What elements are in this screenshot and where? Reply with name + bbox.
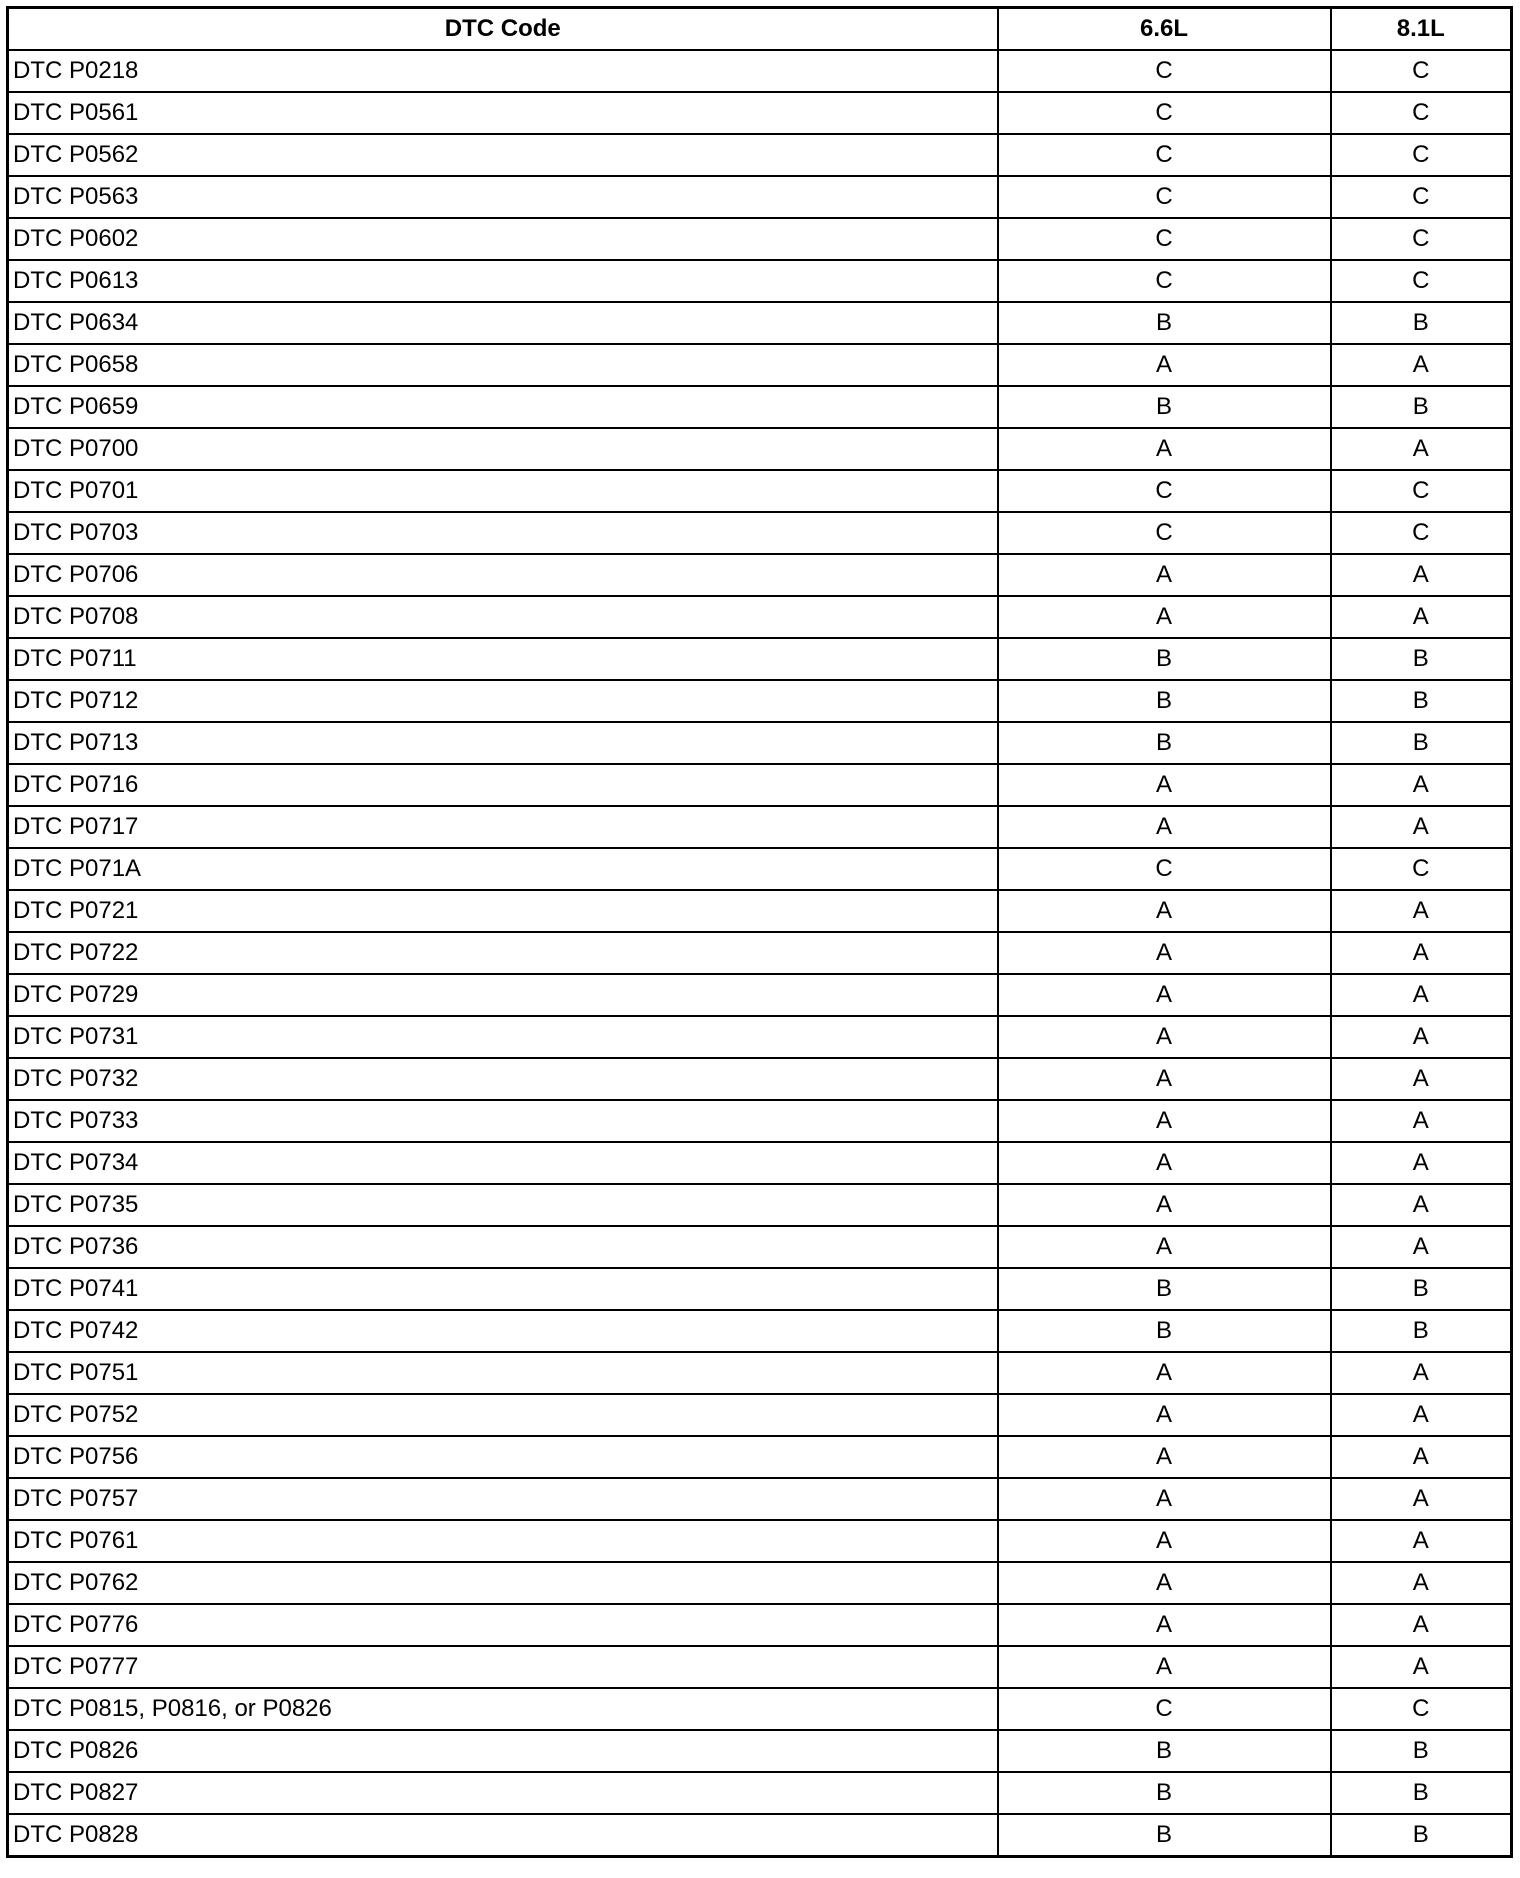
value-8-1l-cell: A	[1331, 1016, 1512, 1058]
value-6-6l-cell: C	[998, 260, 1331, 302]
value-6-6l-cell: B	[998, 302, 1331, 344]
dtc-code-cell: DTC P0732	[8, 1058, 998, 1100]
value-8-1l-cell: A	[1331, 1646, 1512, 1688]
dtc-table	[6, 6, 1513, 1858]
table-row	[8, 1814, 1512, 1857]
value-8-1l-cell: A	[1331, 596, 1512, 638]
table-row	[8, 1772, 1512, 1814]
table-body	[8, 50, 1512, 1857]
header-dtc-code: DTC Code	[8, 8, 998, 51]
dtc-code-cell: DTC P0713	[8, 722, 998, 764]
dtc-code-cell: DTC P0777	[8, 1646, 998, 1688]
value-8-1l-cell: C	[1331, 92, 1512, 134]
dtc-code-cell: DTC P0563	[8, 176, 998, 218]
table-row	[8, 470, 1512, 512]
value-6-6l-cell: A	[998, 344, 1331, 386]
table-row	[8, 1016, 1512, 1058]
value-6-6l-cell: C	[998, 92, 1331, 134]
value-8-1l-cell: B	[1331, 1268, 1512, 1310]
table-row	[8, 1394, 1512, 1436]
value-8-1l-cell: A	[1331, 344, 1512, 386]
value-8-1l-cell: B	[1331, 638, 1512, 680]
dtc-code-cell: DTC P0613	[8, 260, 998, 302]
value-8-1l-cell: B	[1331, 680, 1512, 722]
dtc-code-cell: DTC P0717	[8, 806, 998, 848]
value-8-1l-cell: C	[1331, 50, 1512, 92]
dtc-code-cell: DTC P0736	[8, 1226, 998, 1268]
value-8-1l-cell: A	[1331, 1100, 1512, 1142]
value-6-6l-cell: A	[998, 890, 1331, 932]
dtc-code-cell: DTC P0735	[8, 1184, 998, 1226]
dtc-code-cell: DTC P0706	[8, 554, 998, 596]
value-8-1l-cell: C	[1331, 848, 1512, 890]
value-6-6l-cell: A	[998, 1646, 1331, 1688]
value-8-1l-cell: C	[1331, 1688, 1512, 1730]
value-6-6l-cell: A	[998, 1016, 1331, 1058]
value-6-6l-cell: A	[998, 1604, 1331, 1646]
table-row	[8, 1646, 1512, 1688]
dtc-code-cell: DTC P0712	[8, 680, 998, 722]
value-6-6l-cell: B	[998, 1268, 1331, 1310]
value-6-6l-cell: B	[998, 386, 1331, 428]
value-8-1l-cell: A	[1331, 1058, 1512, 1100]
table-row	[8, 1184, 1512, 1226]
dtc-code-cell: DTC P0701	[8, 470, 998, 512]
value-8-1l-cell: A	[1331, 1184, 1512, 1226]
table-row	[8, 932, 1512, 974]
dtc-code-cell: DTC P0757	[8, 1478, 998, 1520]
table-row	[8, 764, 1512, 806]
dtc-code-cell: DTC P0722	[8, 932, 998, 974]
dtc-code-cell: DTC P0751	[8, 1352, 998, 1394]
value-8-1l-cell: B	[1331, 1310, 1512, 1352]
value-6-6l-cell: A	[998, 1352, 1331, 1394]
dtc-code-cell: DTC P0741	[8, 1268, 998, 1310]
table-row	[8, 1226, 1512, 1268]
value-8-1l-cell: B	[1331, 1730, 1512, 1772]
value-6-6l-cell: C	[998, 512, 1331, 554]
table-row	[8, 1058, 1512, 1100]
table-row	[8, 344, 1512, 386]
value-8-1l-cell: A	[1331, 428, 1512, 470]
value-8-1l-cell: C	[1331, 470, 1512, 512]
value-6-6l-cell: A	[998, 554, 1331, 596]
dtc-code-cell: DTC P0561	[8, 92, 998, 134]
value-6-6l-cell: C	[998, 134, 1331, 176]
value-6-6l-cell: B	[998, 1310, 1331, 1352]
value-6-6l-cell: A	[998, 1520, 1331, 1562]
value-6-6l-cell: C	[998, 50, 1331, 92]
value-6-6l-cell: A	[998, 428, 1331, 470]
table-row	[8, 1730, 1512, 1772]
table-row	[8, 260, 1512, 302]
dtc-code-cell: DTC P0703	[8, 512, 998, 554]
value-6-6l-cell: B	[998, 638, 1331, 680]
value-8-1l-cell: B	[1331, 1772, 1512, 1814]
value-8-1l-cell: A	[1331, 1562, 1512, 1604]
dtc-code-cell: DTC P0756	[8, 1436, 998, 1478]
table-row	[8, 1310, 1512, 1352]
value-8-1l-cell: A	[1331, 1520, 1512, 1562]
table-row	[8, 386, 1512, 428]
value-8-1l-cell: A	[1331, 974, 1512, 1016]
table-row	[8, 722, 1512, 764]
table-row	[8, 1688, 1512, 1730]
dtc-code-cell: DTC P0731	[8, 1016, 998, 1058]
value-6-6l-cell: A	[998, 1226, 1331, 1268]
value-6-6l-cell: A	[998, 1142, 1331, 1184]
value-6-6l-cell: C	[998, 1688, 1331, 1730]
dtc-code-cell: DTC P0827	[8, 1772, 998, 1814]
value-6-6l-cell: A	[998, 932, 1331, 974]
dtc-code-cell: DTC P0700	[8, 428, 998, 470]
value-6-6l-cell: B	[998, 1772, 1331, 1814]
dtc-code-cell: DTC P071A	[8, 848, 998, 890]
dtc-code-cell: DTC P0602	[8, 218, 998, 260]
value-8-1l-cell: A	[1331, 1478, 1512, 1520]
table-row	[8, 1520, 1512, 1562]
value-6-6l-cell: A	[998, 1394, 1331, 1436]
table-row	[8, 1142, 1512, 1184]
value-6-6l-cell: A	[998, 1100, 1331, 1142]
table-row	[8, 302, 1512, 344]
value-8-1l-cell: A	[1331, 1604, 1512, 1646]
value-8-1l-cell: C	[1331, 134, 1512, 176]
value-6-6l-cell: B	[998, 1730, 1331, 1772]
table-row	[8, 638, 1512, 680]
dtc-code-cell: DTC P0634	[8, 302, 998, 344]
dtc-code-cell: DTC P0776	[8, 1604, 998, 1646]
value-6-6l-cell: C	[998, 218, 1331, 260]
dtc-code-cell: DTC P0658	[8, 344, 998, 386]
table-row	[8, 806, 1512, 848]
value-8-1l-cell: A	[1331, 1436, 1512, 1478]
table-row	[8, 1436, 1512, 1478]
dtc-code-cell: DTC P0711	[8, 638, 998, 680]
value-8-1l-cell: A	[1331, 1352, 1512, 1394]
value-8-1l-cell: B	[1331, 722, 1512, 764]
table-header	[8, 8, 1512, 51]
value-6-6l-cell: A	[998, 974, 1331, 1016]
value-8-1l-cell: B	[1331, 1814, 1512, 1857]
value-8-1l-cell: A	[1331, 1226, 1512, 1268]
table-row	[8, 554, 1512, 596]
dtc-code-cell: DTC P0828	[8, 1814, 998, 1857]
table-row	[8, 1352, 1512, 1394]
value-8-1l-cell: C	[1331, 218, 1512, 260]
table-row	[8, 50, 1512, 92]
value-6-6l-cell: A	[998, 596, 1331, 638]
value-8-1l-cell: B	[1331, 302, 1512, 344]
value-8-1l-cell: A	[1331, 554, 1512, 596]
dtc-code-cell: DTC P0761	[8, 1520, 998, 1562]
value-8-1l-cell: A	[1331, 932, 1512, 974]
value-6-6l-cell: C	[998, 470, 1331, 512]
table-row	[8, 134, 1512, 176]
table-row	[8, 680, 1512, 722]
table-row	[8, 1100, 1512, 1142]
value-8-1l-cell: A	[1331, 806, 1512, 848]
table-row	[8, 596, 1512, 638]
table-row	[8, 218, 1512, 260]
table-row	[8, 848, 1512, 890]
value-8-1l-cell: A	[1331, 1394, 1512, 1436]
dtc-code-cell: DTC P0752	[8, 1394, 998, 1436]
table-row	[8, 428, 1512, 470]
value-8-1l-cell: C	[1331, 260, 1512, 302]
table-row	[8, 1562, 1512, 1604]
dtc-code-cell: DTC P0721	[8, 890, 998, 932]
value-6-6l-cell: C	[998, 848, 1331, 890]
dtc-code-cell: DTC P0218	[8, 50, 998, 92]
table-row	[8, 1268, 1512, 1310]
value-6-6l-cell: A	[998, 1184, 1331, 1226]
table-row	[8, 974, 1512, 1016]
dtc-code-cell: DTC P0826	[8, 1730, 998, 1772]
dtc-code-cell: DTC P0562	[8, 134, 998, 176]
dtc-code-cell: DTC P0729	[8, 974, 998, 1016]
value-6-6l-cell: C	[998, 176, 1331, 218]
header-6-6l: 6.6L	[998, 8, 1331, 51]
value-6-6l-cell: B	[998, 680, 1331, 722]
dtc-code-cell: DTC P0762	[8, 1562, 998, 1604]
dtc-code-cell: DTC P0815, P0816, or P0826	[8, 1688, 998, 1730]
value-6-6l-cell: A	[998, 806, 1331, 848]
dtc-code-cell: DTC P0733	[8, 1100, 998, 1142]
value-8-1l-cell: A	[1331, 1142, 1512, 1184]
value-6-6l-cell: A	[998, 1436, 1331, 1478]
value-8-1l-cell: C	[1331, 512, 1512, 554]
value-8-1l-cell: A	[1331, 764, 1512, 806]
dtc-code-cell: DTC P0742	[8, 1310, 998, 1352]
value-8-1l-cell: A	[1331, 890, 1512, 932]
value-8-1l-cell: C	[1331, 176, 1512, 218]
dtc-code-cell: DTC P0708	[8, 596, 998, 638]
dtc-code-cell: DTC P0659	[8, 386, 998, 428]
table-row	[8, 890, 1512, 932]
header-8-1l: 8.1L	[1331, 8, 1512, 51]
table-row	[8, 92, 1512, 134]
value-6-6l-cell: A	[998, 1478, 1331, 1520]
header-row	[8, 8, 1512, 51]
value-6-6l-cell: B	[998, 722, 1331, 764]
dtc-code-cell: DTC P0716	[8, 764, 998, 806]
table-row	[8, 512, 1512, 554]
value-8-1l-cell: B	[1331, 386, 1512, 428]
table-row	[8, 1604, 1512, 1646]
value-6-6l-cell: B	[998, 1814, 1331, 1857]
table-row	[8, 176, 1512, 218]
value-6-6l-cell: A	[998, 1562, 1331, 1604]
dtc-code-cell: DTC P0734	[8, 1142, 998, 1184]
value-6-6l-cell: A	[998, 1058, 1331, 1100]
table-row	[8, 1478, 1512, 1520]
value-6-6l-cell: A	[998, 764, 1331, 806]
